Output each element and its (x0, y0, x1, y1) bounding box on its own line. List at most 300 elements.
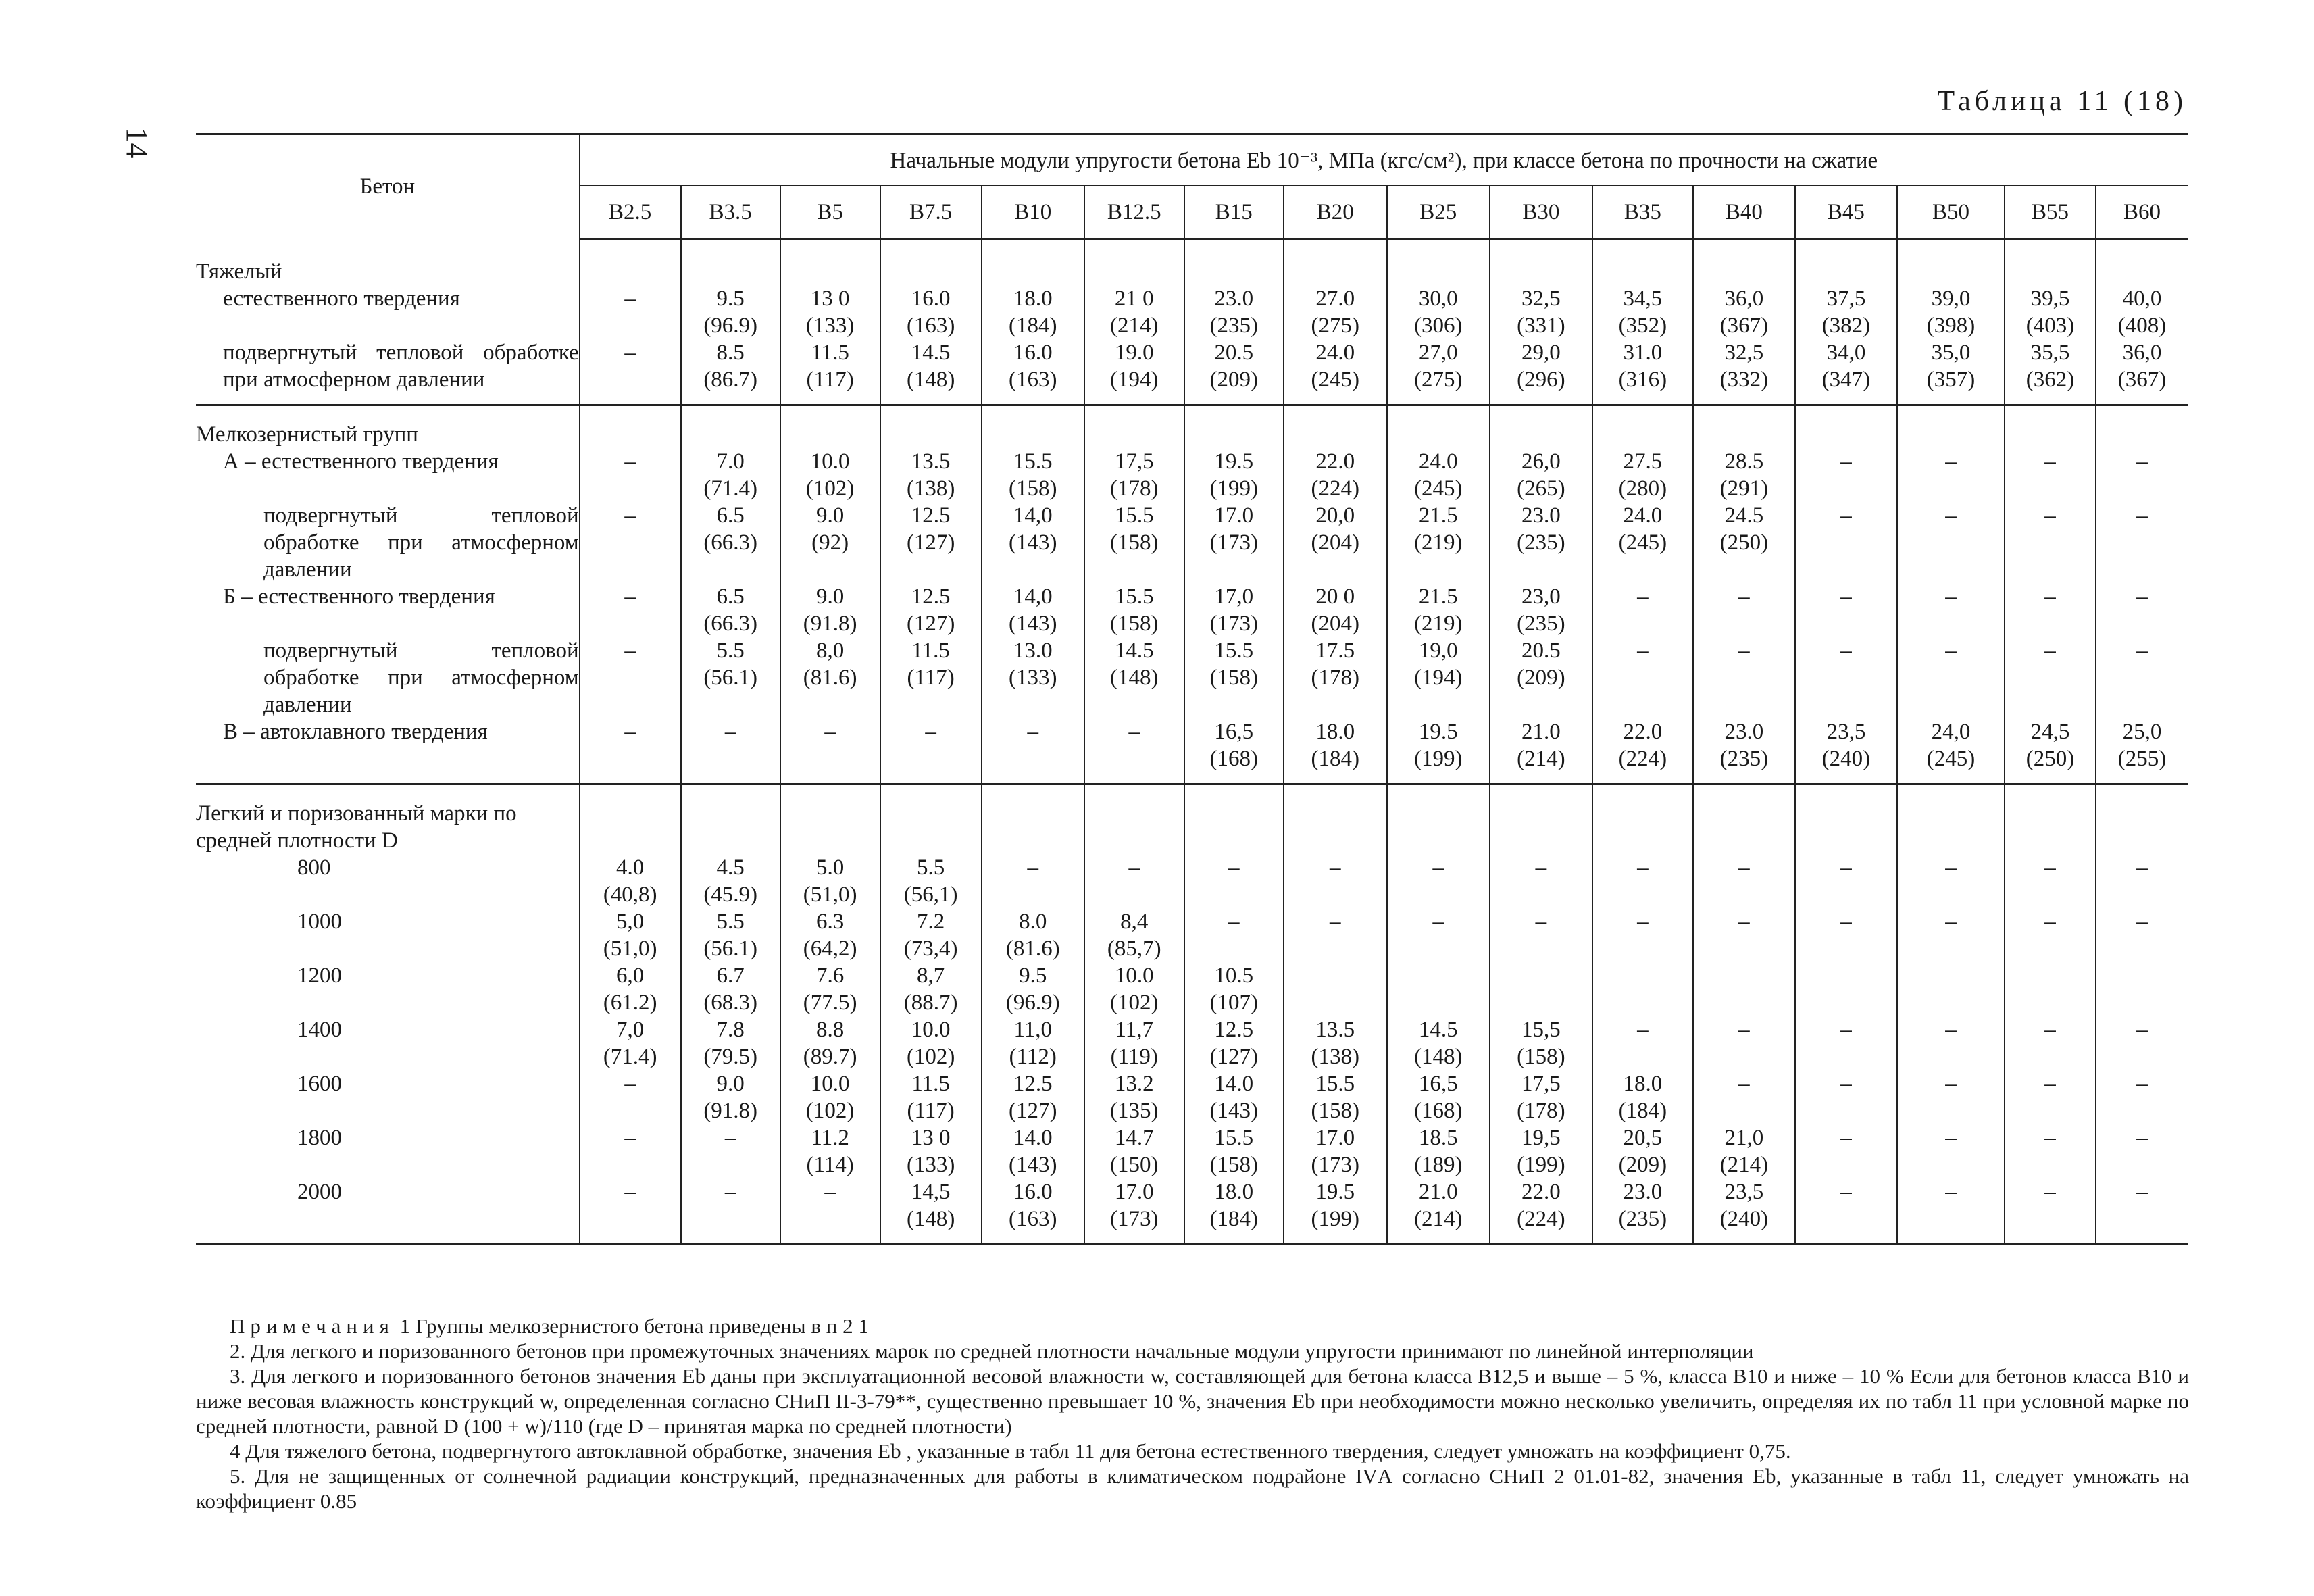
value-cell (1184, 1124, 1284, 1178)
modulus-mpa: 14.5 (911, 340, 951, 365)
modulus-mpa: 13.5 (911, 449, 951, 474)
modulus-mpa: 12.5 (1214, 1017, 1254, 1042)
empty-cell (580, 405, 681, 448)
empty-cell (780, 405, 880, 448)
modulus-kgf: (127) (1008, 1098, 1057, 1123)
value-cell (880, 854, 982, 908)
modulus-kgf: (331) (1517, 313, 1565, 338)
modulus-mpa: 11.2 (811, 1125, 849, 1150)
value-cell (580, 637, 681, 718)
value-cell (1795, 1124, 1897, 1178)
value-cell (1693, 583, 1795, 637)
modulus-kgf: (158) (1109, 530, 1159, 555)
modulus-mpa: 9.0 (716, 1071, 745, 1096)
modulus-kgf: (250) (2026, 746, 2075, 771)
modulus-kgf: (102) (805, 476, 855, 501)
modulus-mpa: 10.0 (1114, 963, 1154, 988)
modulus-kgf: (367) (2117, 367, 2167, 392)
modulus-kgf: (61.2) (603, 990, 657, 1015)
value-cell (1897, 908, 2005, 962)
modulus-mpa: – (1945, 638, 1957, 663)
modulus-mpa: 27,0 (1418, 340, 1458, 365)
value-cell (982, 339, 1084, 405)
row-label: 1600 (297, 1071, 342, 1096)
modulus-mpa: – (2044, 1125, 2056, 1150)
value-cell (1592, 718, 1693, 784)
value-cell (982, 1178, 1084, 1245)
value-cell (1490, 285, 1592, 339)
value-cell (1490, 583, 1592, 637)
value-cell (1284, 962, 1387, 1016)
modulus-kgf: (245) (1618, 530, 1667, 555)
value-cell (2005, 854, 2096, 908)
modulus-kgf: (214) (1517, 746, 1565, 771)
modulus-mpa: 8.8 (816, 1017, 845, 1042)
modulus-mpa: – (624, 503, 636, 528)
value-cell (780, 285, 880, 339)
modulus-mpa: 6.5 (716, 584, 745, 609)
value-cell (982, 854, 1084, 908)
modulus-mpa: – (1945, 584, 1957, 609)
modulus-kgf: (168) (1209, 746, 1258, 771)
value-cell (1184, 718, 1284, 784)
modulus-mpa: 26,0 (1521, 449, 1561, 474)
value-cell (681, 854, 780, 908)
modulus-kgf: (332) (1719, 367, 1769, 392)
value-cell (880, 1178, 982, 1245)
modulus-kgf: (127) (906, 611, 955, 636)
modulus-kgf: (403) (2026, 313, 2075, 338)
value-cell (1490, 908, 1592, 962)
row-label: подвергнутый тепловой обработке при атмосферном давлении (223, 340, 579, 392)
empty-cell (1795, 784, 1897, 854)
empty-cell (2096, 405, 2188, 448)
modulus-mpa: 13 0 (911, 1125, 951, 1150)
modulus-mpa: 4.0 (616, 855, 645, 880)
modulus-mpa: – (624, 719, 636, 744)
modulus-mpa (1388, 962, 1489, 989)
row-label: 1000 (297, 909, 342, 934)
value-cell (2096, 1070, 2188, 1124)
value-cell (1490, 1016, 1592, 1070)
value-cell (2096, 448, 2188, 502)
empty-cell (1592, 239, 1693, 285)
value-cell (1897, 854, 2005, 908)
header-class: B3.5 (681, 186, 780, 239)
modulus-kgf: (199) (1311, 1206, 1359, 1231)
value-cell (580, 908, 681, 962)
value-cell (1592, 339, 1693, 405)
value-cell (2096, 285, 2188, 339)
modulus-mpa: – (1945, 909, 1957, 934)
modulus-mpa: – (1027, 855, 1038, 880)
empty-cell (880, 784, 982, 854)
modulus-kgf: (73,4) (903, 936, 958, 961)
modulus-mpa: 16,5 (1214, 719, 1254, 744)
value-cell (1897, 285, 2005, 339)
modulus-kgf: (102) (906, 1044, 955, 1069)
value-cell (580, 718, 681, 784)
empty-cell (880, 405, 982, 448)
modulus-mpa: – (2136, 1071, 2148, 1096)
modulus-mpa: 14.5 (1114, 638, 1154, 663)
modulus-mpa (1284, 962, 1386, 989)
modulus-kgf: (245) (1414, 476, 1463, 501)
row-label: 1400 (297, 1017, 342, 1042)
modulus-mpa: 5.5 (917, 855, 945, 880)
row-label: 2000 (297, 1179, 342, 1204)
modulus-kgf: (127) (906, 530, 955, 555)
value-cell (2005, 962, 2096, 1016)
empty-cell (1184, 405, 1284, 448)
table-title: Таблица 11 (18) (1937, 86, 2187, 117)
modulus-kgf: (280) (1618, 476, 1667, 501)
empty-cell (1184, 239, 1284, 285)
value-cell (1084, 583, 1184, 637)
modulus-kgf: (306) (1414, 313, 1463, 338)
modulus-mpa: 8,7 (917, 963, 945, 988)
modulus-mpa: – (1738, 1017, 1750, 1042)
value-cell (1084, 637, 1184, 718)
modulus-kgf: (204) (1311, 530, 1359, 555)
value-cell (1387, 285, 1490, 339)
value-cell (2005, 637, 2096, 718)
empty-cell (1084, 239, 1184, 285)
modulus-mpa: 5.5 (716, 909, 745, 934)
value-cell (780, 962, 880, 1016)
modulus-kgf: (178) (1311, 665, 1359, 690)
modulus-kgf: (143) (1008, 1152, 1057, 1177)
value-cell (1897, 583, 2005, 637)
modulus-kgf: (189) (1414, 1152, 1463, 1177)
value-cell (580, 1124, 681, 1178)
value-cell (1897, 637, 2005, 718)
value-cell (1490, 339, 1592, 405)
value-cell (1693, 339, 1795, 405)
value-cell (1284, 448, 1387, 502)
modulus-mpa: 23.0 (1214, 286, 1254, 311)
value-cell (1387, 339, 1490, 405)
value-cell (1387, 854, 1490, 908)
modulus-mpa: 39,0 (1931, 286, 1971, 311)
modulus-mpa: – (1228, 855, 1240, 880)
modulus-mpa: – (724, 1125, 736, 1150)
modulus-mpa: – (1945, 1125, 1957, 1150)
modulus-kgf: (107) (1209, 990, 1258, 1015)
modulus-kgf: (92) (811, 530, 849, 555)
modulus-kgf: (184) (1209, 1206, 1258, 1231)
modulus-kgf: (138) (906, 476, 955, 501)
modulus-mpa: – (1027, 719, 1038, 744)
header-class: B20 (1284, 186, 1387, 239)
modulus-kgf: (102) (805, 1098, 855, 1123)
value-cell (1897, 1178, 2005, 1245)
modulus-mpa: 39,5 (2030, 286, 2070, 311)
modulus-mpa: 11.5 (811, 340, 849, 365)
modulus-kgf: (117) (907, 665, 955, 690)
value-cell (1284, 1070, 1387, 1124)
value-cell (1795, 583, 1897, 637)
value-cell (880, 1124, 982, 1178)
value-cell (1387, 962, 1490, 1016)
modulus-kgf: (168) (1414, 1098, 1463, 1123)
modulus-kgf: (71.4) (603, 1044, 657, 1069)
value-cell (780, 448, 880, 502)
modulus-mpa: – (2044, 1179, 2056, 1204)
value-cell (1693, 718, 1795, 784)
value-cell (1387, 1124, 1490, 1178)
empty-cell (2096, 239, 2188, 285)
modulus-mpa: – (1228, 909, 1240, 934)
modulus-mpa: 16,5 (1418, 1071, 1458, 1096)
modulus-mpa: – (1945, 449, 1957, 474)
header-class: B55 (2005, 186, 2096, 239)
empty-cell (580, 239, 681, 285)
value-cell (580, 962, 681, 1016)
value-cell (880, 908, 982, 962)
value-cell (1693, 854, 1795, 908)
modulus-mpa: 5.5 (716, 638, 745, 663)
value-cell (2096, 339, 2188, 405)
value-cell (1184, 1016, 1284, 1070)
table-row (196, 718, 2188, 784)
table-row (196, 962, 2188, 1016)
modulus-kgf: (275) (1311, 313, 1359, 338)
value-cell (1490, 502, 1592, 583)
value-cell (1592, 448, 1693, 502)
modulus-mpa: – (1637, 909, 1649, 934)
modulus-mpa: 6.7 (716, 963, 745, 988)
value-cell (1387, 583, 1490, 637)
modulus-kgf: (362) (2026, 367, 2075, 392)
value-cell (1592, 583, 1693, 637)
modulus-kgf: (148) (1414, 1044, 1463, 1069)
modulus-mpa: 14.0 (1214, 1071, 1254, 1096)
empty-cell (2005, 405, 2096, 448)
modulus-kgf: (119) (1110, 1044, 1158, 1069)
table-row (196, 448, 2188, 502)
modulus-kgf: (112) (1009, 1044, 1057, 1069)
note-3: 3. Для легкого и поризованного бетонов значения Eb даны при эксплуатационной весовой влажности w, составляющей для бетона класса В12,5 и выше – 5 %, класса В10 и ниже – 10 % Если для бетонов класса В10 и ниже весовая влажность конструкций w, определенная согласно СНиП II-3-79**, существенно превышает 10 %, значения Eb при необходимости можно несколько увеличить, определяя их по табл 11 при условной марке по средней плотности, равной D (100 + w)/110 (где D – принятая марка по средней плотности) (196, 1364, 2189, 1438)
value-cell (1592, 637, 1693, 718)
value-cell (1795, 718, 1897, 784)
modulus-mpa: 9.0 (816, 503, 845, 528)
modulus-mpa: 17.0 (1114, 1179, 1154, 1204)
modulus-mpa: – (724, 719, 736, 744)
modulus-mpa: – (624, 638, 636, 663)
value-cell (2096, 718, 2188, 784)
modulus-kgf: (96.9) (1005, 990, 1060, 1015)
header-class: B5 (780, 186, 880, 239)
empty-cell (1592, 405, 1693, 448)
modulus-mpa: 17,5 (1521, 1071, 1561, 1096)
modulus-mpa: 6,0 (616, 963, 645, 988)
value-cell (1490, 1124, 1592, 1178)
value-cell (780, 1124, 880, 1178)
modulus-kgf: (51,0) (603, 936, 657, 961)
value-cell (1795, 962, 1897, 1016)
group-title: Легкий и поризованный марки по средней плотности D (196, 801, 517, 853)
modulus-kgf: (291) (1719, 476, 1769, 501)
modulus-mpa: 8.5 (716, 340, 745, 365)
modulus-kgf: (148) (906, 367, 955, 392)
header-class: B7.5 (880, 186, 982, 239)
modulus-mpa: – (2136, 1125, 2148, 1150)
modulus-mpa: 14,0 (1013, 584, 1053, 609)
modulus-mpa: – (2136, 1179, 2148, 1204)
modulus-kgf: (219) (1414, 611, 1463, 636)
row-label: В – автоклавного твердения (223, 719, 488, 744)
value-cell (880, 285, 982, 339)
modulus-mpa: 11,7 (1115, 1017, 1153, 1042)
modulus-mpa: 7.6 (816, 963, 845, 988)
modulus-table (196, 133, 2188, 1245)
modulus-mpa: – (2136, 503, 2148, 528)
modulus-mpa: 40,0 (2122, 286, 2162, 311)
modulus-kgf: (245) (1311, 367, 1359, 392)
modulus-mpa: 8.0 (1019, 909, 1047, 934)
value-cell (780, 339, 880, 405)
empty-cell (1693, 405, 1795, 448)
empty-cell (880, 239, 982, 285)
modulus-mpa: – (2136, 638, 2148, 663)
empty-cell (1387, 239, 1490, 285)
modulus-mpa: 11.5 (911, 638, 950, 663)
table-row (196, 1178, 2188, 1245)
modulus-mpa: – (824, 719, 836, 744)
modulus-kgf: (138) (1311, 1044, 1359, 1069)
note-2: 2. Для легкого и поризованного бетонов при промежуточных значениях марок по средней плотности начальные модули упругости принимают по линейной интерполяции (230, 1339, 1754, 1363)
value-cell (1490, 1070, 1592, 1124)
value-cell (1284, 1124, 1387, 1178)
value-cell (681, 1178, 780, 1245)
value-cell (1897, 502, 2005, 583)
modulus-mpa: 18.0 (1214, 1179, 1254, 1204)
modulus-mpa: – (1840, 1179, 1852, 1204)
modulus-kgf: (204) (1311, 611, 1359, 636)
value-cell (2005, 1178, 2096, 1245)
value-cell (982, 1016, 1084, 1070)
modulus-kgf: (158) (1008, 476, 1057, 501)
modulus-mpa: 24.0 (1315, 340, 1355, 365)
modulus-kgf: (81.6) (1005, 936, 1060, 961)
empty-cell (780, 784, 880, 854)
modulus-kgf: (240) (1719, 1206, 1769, 1231)
modulus-mpa: 9.5 (1019, 963, 1047, 988)
modulus-kgf: (224) (1311, 476, 1359, 501)
value-cell (1084, 962, 1184, 1016)
modulus-mpa: – (1637, 584, 1649, 609)
value-cell (780, 502, 880, 583)
value-cell (580, 583, 681, 637)
modulus-mpa: – (1945, 503, 1957, 528)
modulus-mpa: – (1840, 1017, 1852, 1042)
value-cell (982, 962, 1084, 1016)
modulus-kgf: (275) (1414, 367, 1463, 392)
value-cell (681, 962, 780, 1016)
value-cell (1084, 1070, 1184, 1124)
modulus-mpa: 12.5 (911, 584, 951, 609)
modulus-mpa: 27.0 (1315, 286, 1355, 311)
value-cell (580, 854, 681, 908)
row-label: 1800 (297, 1125, 342, 1150)
value-cell (1184, 1178, 1284, 1245)
value-cell (1693, 1016, 1795, 1070)
modulus-kgf: (148) (906, 1206, 955, 1231)
value-cell (1387, 908, 1490, 962)
value-cell (880, 583, 982, 637)
modulus-mpa: 12.5 (1013, 1071, 1053, 1096)
header-beton: Бетон (196, 134, 580, 239)
modulus-mpa: 12.5 (911, 503, 951, 528)
modulus-mpa: 20 0 (1315, 584, 1355, 609)
header-class: B2.5 (580, 186, 681, 239)
modulus-kgf: (133) (906, 1152, 955, 1177)
modulus-kgf: (173) (1311, 1152, 1359, 1177)
value-cell (1284, 908, 1387, 962)
value-cell (1184, 1070, 1284, 1124)
modulus-kgf: (91.8) (803, 611, 857, 636)
modulus-kgf: (224) (1517, 1206, 1565, 1231)
modulus-mpa: – (2044, 503, 2056, 528)
value-cell (1084, 1124, 1184, 1178)
empty-cell (1490, 784, 1592, 854)
modulus-mpa: 11.5 (911, 1071, 950, 1096)
modulus-kgf: (235) (1618, 1206, 1667, 1231)
empty-cell (1284, 239, 1387, 285)
value-cell (1592, 502, 1693, 583)
modulus-mpa: 8,4 (1120, 909, 1149, 934)
modulus-mpa: 27.5 (1623, 449, 1663, 474)
row-label: Б – естественного твердения (223, 584, 495, 609)
modulus-mpa: – (1330, 909, 1341, 934)
value-cell (2005, 285, 2096, 339)
modulus-mpa (1593, 962, 1692, 989)
modulus-kgf: (71.4) (703, 476, 758, 501)
modulus-kgf: (150) (1109, 1152, 1159, 1177)
header-class: B35 (1592, 186, 1693, 239)
header-class: B15 (1184, 186, 1284, 239)
value-cell (982, 1124, 1084, 1178)
value-cell (1592, 962, 1693, 1016)
modulus-mpa: – (2044, 638, 2056, 663)
empty-cell (1897, 239, 2005, 285)
modulus-kgf: (56.1) (703, 936, 758, 961)
modulus-kgf: (194) (1414, 665, 1463, 690)
header-class: B60 (2096, 186, 2188, 239)
modulus-mpa: – (2136, 909, 2148, 934)
empty-cell (1693, 239, 1795, 285)
empty-cell (982, 784, 1084, 854)
empty-cell (1490, 239, 1592, 285)
modulus-mpa: – (624, 449, 636, 474)
value-cell (2005, 502, 2096, 583)
value-cell (2005, 448, 2096, 502)
modulus-mpa: 7.8 (716, 1017, 745, 1042)
modulus-kgf: (56,1) (903, 882, 958, 907)
value-cell (1795, 502, 1897, 583)
header-class: B50 (1897, 186, 2005, 239)
modulus-kgf: (148) (1109, 665, 1159, 690)
value-cell (1284, 854, 1387, 908)
value-cell (2005, 339, 2096, 405)
value-cell (2096, 637, 2188, 718)
value-cell (880, 448, 982, 502)
empty-cell (1387, 405, 1490, 448)
modulus-kgf: (85,7) (1107, 936, 1161, 961)
value-cell (2096, 854, 2188, 908)
value-cell (1592, 908, 1693, 962)
